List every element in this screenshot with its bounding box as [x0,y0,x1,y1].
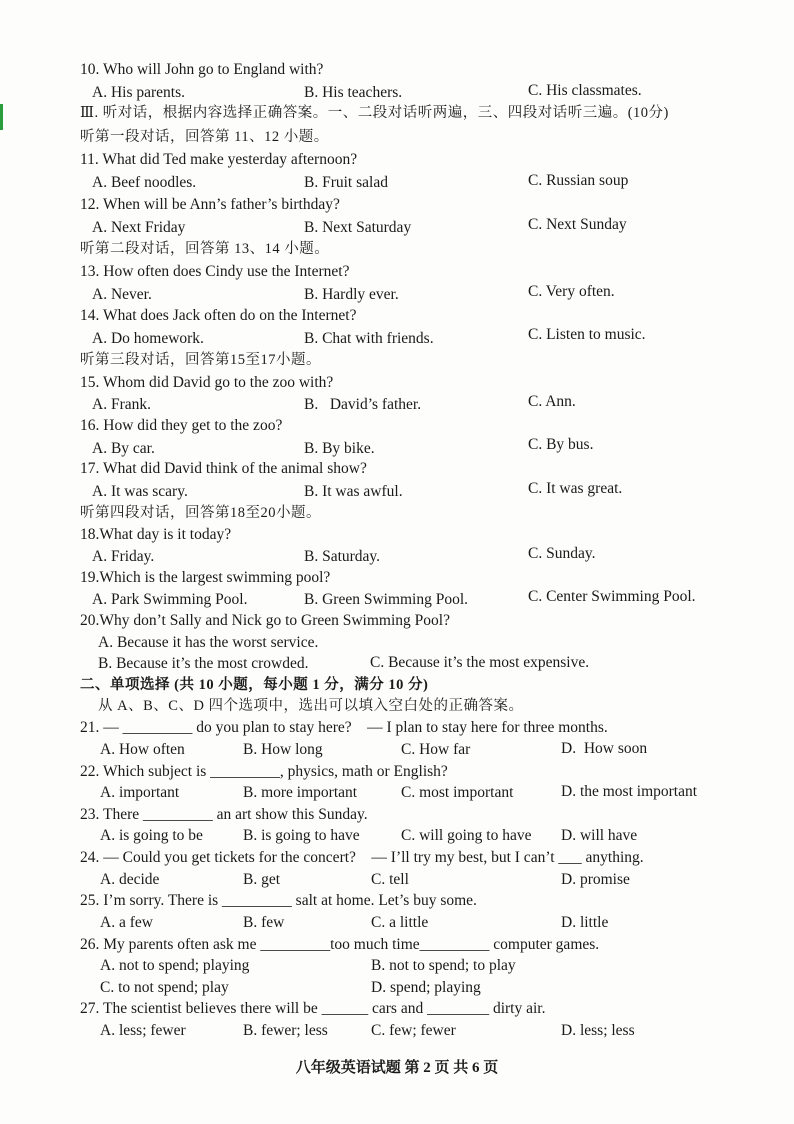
q27-option-a: A. less; fewer [100,1022,186,1039]
q20-option-a: A. Because it has the worst service. [98,634,319,651]
question-13: 13. How often does Cindy use the Internet? [80,263,350,280]
q23-option-c: C. will going to have [401,827,532,844]
q26-option-a: A. not to spend; playing [100,957,250,974]
q18-option-b: B. Saturday. [304,548,381,565]
q14-option-c: C. Listen to music. [528,326,646,343]
q12-option-b: B. Next Saturday [304,219,412,236]
question-12: 12. When will be Ann’s father’s birthday? [80,196,340,213]
q25-option-a: A. a few [100,914,153,931]
scan-edge-mark [0,104,3,130]
q14-option-a: A. Do homework. [92,330,204,347]
question-21: 21. — _________ do you plan to stay here? — I plan to stay here for three months. [80,719,608,736]
question-19: 19.Which is the largest swimming pool? [80,569,331,586]
q10-option-b: B. His teachers. [304,84,403,101]
q27-option-b: B. fewer; less [243,1022,328,1039]
section-2-title: 二、单项选择 (共 10 小题，每小题 1 分，满分 10 分) [80,677,429,693]
question-16: 16. How did they get to the zoo? [80,417,283,434]
q21-option-d: D. How soon [561,740,648,757]
q17-option-a: A. It was scary. [92,483,188,500]
question-22: 22. Which subject is _________, physics, math or English? [80,763,448,780]
q25-option-d: D. little [561,914,609,931]
q21-option-c: C. How far [401,741,471,758]
dialogue-3-heading: 听第三段对话，回答第15至17小题。 [80,352,321,368]
dialogue-4-heading: 听第四段对话，回答第18至20小题。 [80,505,321,521]
q21-option-b: B. How long [243,741,323,758]
q13-option-a: A. Never. [92,286,152,303]
q22-option-c: C. most important [401,784,514,801]
q15-option-c: C. Ann. [528,393,576,410]
question-10: 10. Who will John go to England with? [80,61,324,78]
q17-option-c: C. It was great. [528,480,623,497]
question-27: 27. The scientist believes there will be ______ cars and ________ dirty air. [80,1000,546,1017]
q24-option-c: C. tell [371,871,409,888]
q23-option-a: A. is going to be [100,827,203,844]
question-23: 23. There _________ an art show this Sunday. [80,806,368,823]
question-18: 18.What day is it today? [80,526,232,543]
section-2-instructions: 从 A、B、C、D 四个选项中，选出可以填入空白处的正确答案。 [98,698,524,714]
q19-option-b: B. Green Swimming Pool. [304,591,469,608]
q26-option-c: C. to not spend; play [100,979,229,996]
q11-option-a: A. Beef noodles. [92,174,197,191]
q21-option-a: A. How often [100,741,185,758]
section-3-instructions: Ⅲ. 听对话，根据内容选择正确答案。一、二段对话听两遍，三、四段对话听三遍。(10分) [80,105,669,121]
q22-option-a: A. important [100,784,180,801]
q14-option-b: B. Chat with friends. [304,330,434,347]
q23-option-b: B. is going to have [243,827,360,844]
question-24: 24. — Could you get tickets for the concert? — I’ll try my best, but I can’t ___ anything. [80,849,644,866]
question-20: 20.Why don’t Sally and Nick go to Green Swimming Pool? [80,612,450,629]
q23-option-d: D. will have [561,827,638,844]
q19-option-a: A. Park Swimming Pool. [92,591,248,608]
q26-option-d: D. spend; playing [371,979,481,996]
q24-option-d: D. promise [561,871,630,888]
q12-option-a: A. Next Friday [92,219,186,236]
q15-option-b: B. David’s father. [304,396,422,413]
q16-option-b: B. By bike. [304,440,375,457]
q24-option-a: A. decide [100,871,160,888]
q25-option-c: C. a little [371,914,429,931]
q19-option-c: C. Center Swimming Pool. [528,588,696,605]
q13-option-b: B. Hardly ever. [304,286,399,303]
q18-option-a: A. Friday. [92,548,155,565]
q12-option-c: C. Next Sunday [528,216,627,233]
q11-option-b: B. Fruit salad [304,174,388,191]
question-11: 11. What did Ted make yesterday afternoon? [80,151,358,168]
question-15: 15. Whom did David go to the zoo with? [80,374,334,391]
q22-option-b: B. more important [243,784,358,801]
q17-option-b: B. It was awful. [304,483,403,500]
q16-option-c: C. By bus. [528,436,594,453]
q11-option-c: C. Russian soup [528,172,629,189]
q20-option-b: B. Because it’s the most crowded. [98,655,309,672]
q22-option-d: D. the most important [561,783,698,800]
q27-option-d: D. less; less [561,1022,635,1039]
dialogue-1-heading: 听第一段对话，回答第 11、12 小题。 [80,129,329,145]
question-25: 25. I’m sorry. There is _________ salt at home. Let’s buy some. [80,892,477,909]
q24-option-b: B. get [243,871,281,888]
question-26: 26. My parents often ask me _________too much time_________ computer games. [80,936,600,953]
q26-option-b: B. not to spend; to play [371,957,516,974]
q18-option-c: C. Sunday. [528,545,596,562]
q27-option-c: C. few; fewer [371,1022,456,1039]
q15-option-a: A. Frank. [92,396,151,413]
question-14: 14. What does Jack often do on the Internet? [80,307,357,324]
q25-option-b: B. few [243,914,285,931]
q20-option-c: C. Because it’s the most expensive. [370,654,590,671]
q10-option-c: C. His classmates. [528,82,642,99]
q16-option-a: A. By car. [92,440,155,457]
dialogue-2-heading: 听第二段对话，回答第 13、14 小题。 [80,241,330,257]
page-footer: 八年级英语试题 第 2 页 共 6 页 [295,1060,499,1076]
q13-option-c: C. Very often. [528,283,615,300]
question-17: 17. What did David think of the animal show? [80,460,367,477]
q10-option-a: A. His parents. [92,84,185,101]
